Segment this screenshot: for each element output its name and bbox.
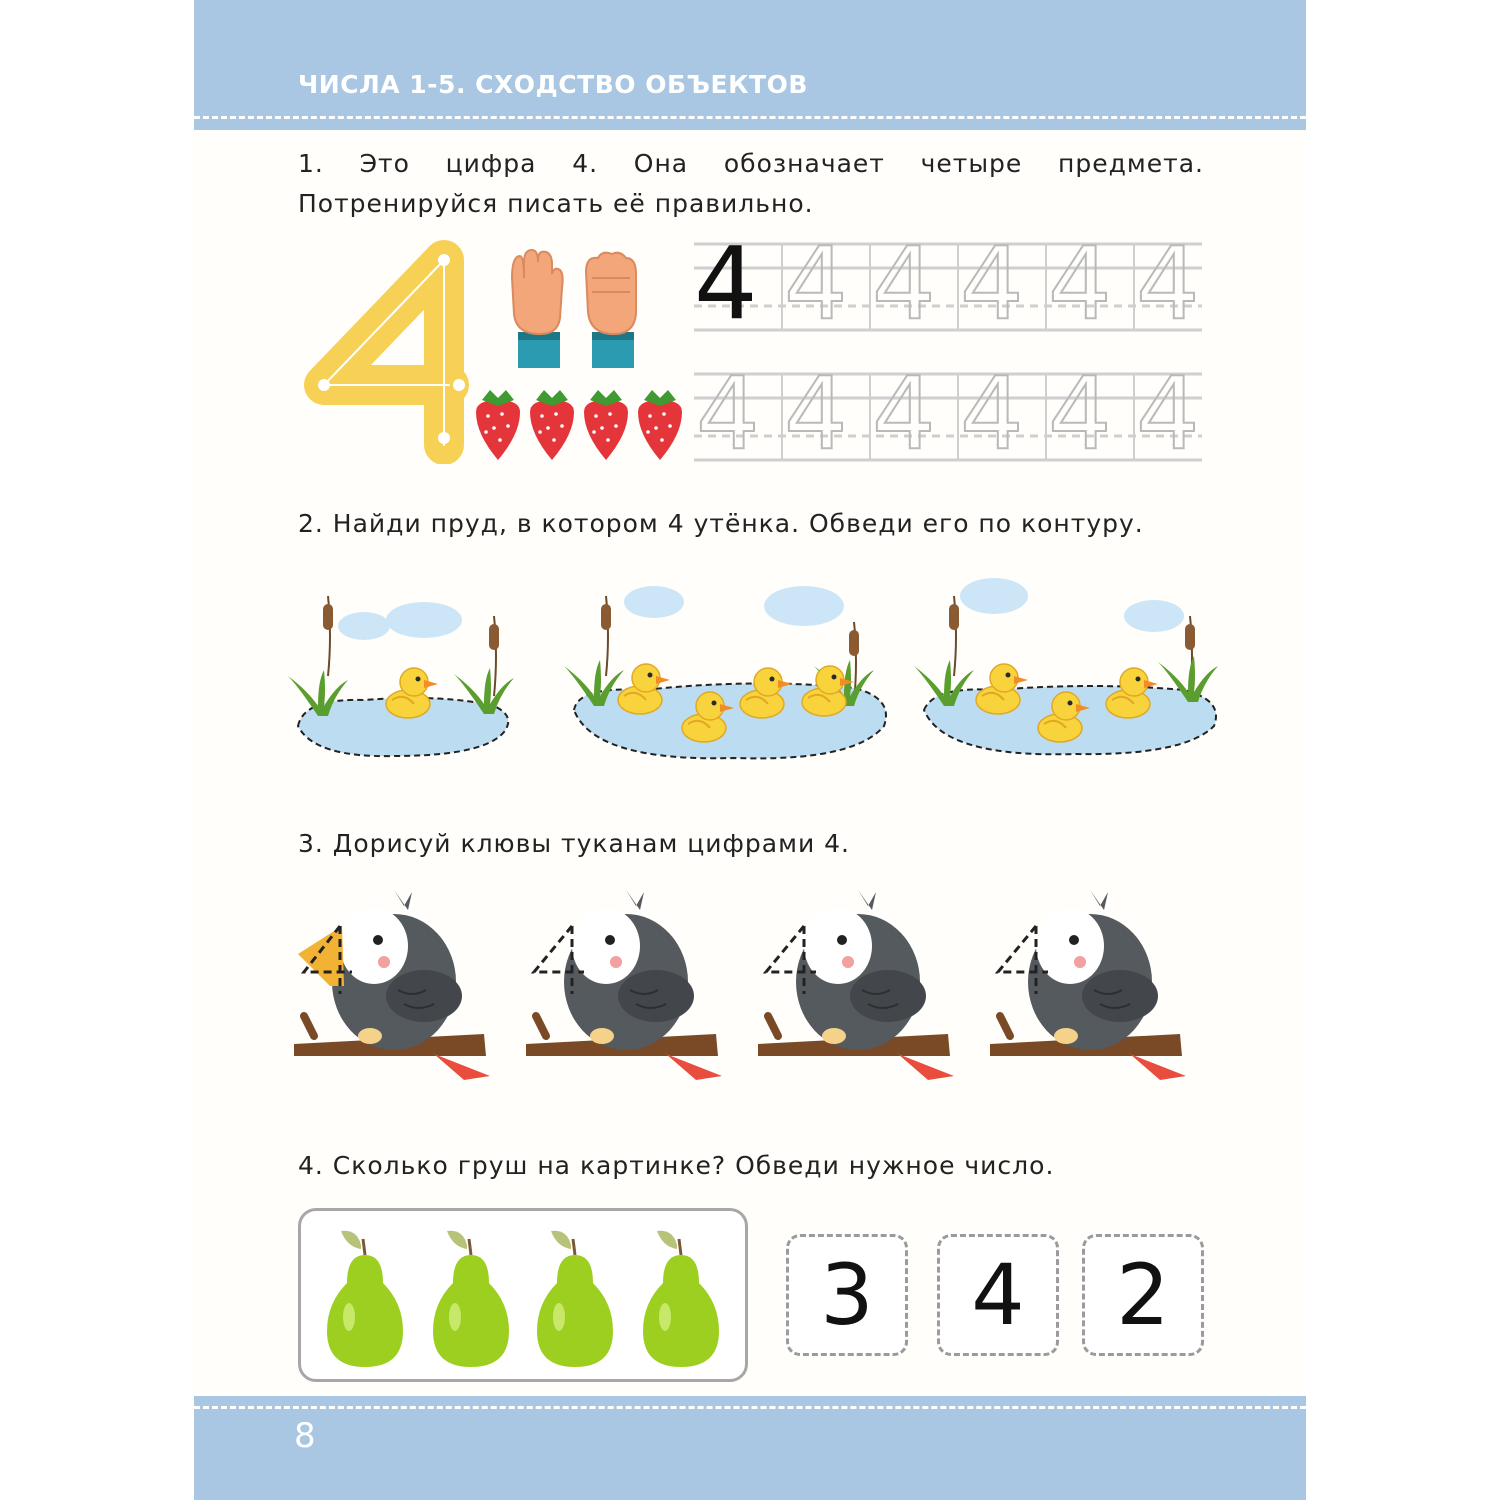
worksheet-page: [194, 0, 1306, 1500]
pond-2: [564, 586, 886, 758]
answer-option-4[interactable]: 4: [937, 1234, 1059, 1356]
task-3-text: 3. Дорисуй клювы туканам цифрами 4.: [298, 829, 851, 858]
strawberries-icon: [472, 388, 692, 464]
footer-dashed-line: [194, 1406, 1306, 1409]
tracing-digit: 4: [1136, 355, 1200, 472]
pears-frame: [298, 1208, 748, 1382]
task-2-text: 2. Найди пруд, в котором 4 утёнка. Обведи его по контуру.: [298, 509, 1144, 538]
ponds-illustration: [194, 566, 1306, 766]
tracing-digit: 4: [1048, 225, 1112, 342]
toucan-4: [990, 890, 1186, 1080]
tracing-digit: 4: [696, 355, 760, 472]
hands-counting-icon: [502, 248, 642, 372]
tracing-digit: 4: [784, 225, 848, 342]
toucan-2: [526, 890, 722, 1080]
task-1-text: 1. Это цифра 4. Она обозначает четыре предмета. Потренируйся писать её правильно.: [298, 149, 1204, 218]
page-title: ЧИСЛА 1-5. СХОДСТВО ОБЪЕКТОВ: [298, 70, 808, 99]
page-number: 8: [294, 1416, 316, 1456]
tracing-digit: 4: [960, 225, 1024, 342]
tracing-digit: 4: [1048, 355, 1112, 472]
tracing-digit: 4: [1136, 225, 1200, 342]
toucan-3: [758, 890, 954, 1080]
tracing-digits: [694, 225, 1206, 472]
header-dashed-line: [194, 116, 1306, 119]
tracing-digit: 4: [872, 355, 936, 472]
tracing-digit: 4: [784, 355, 848, 472]
footer-band: [194, 1396, 1306, 1500]
toucans-illustration: [294, 886, 1204, 1086]
pond-3: [914, 578, 1218, 754]
task-4-text: 4. Сколько груш на картинке? Обведи нужное число.: [298, 1151, 1055, 1180]
tracing-digit: 4: [960, 355, 1024, 472]
answer-option-3[interactable]: 3: [786, 1234, 908, 1356]
tracing-digit: 4: [872, 225, 936, 342]
tracing-sample-digit: 4: [694, 225, 758, 342]
answer-option-2[interactable]: 2: [1082, 1234, 1204, 1356]
toucan-1: [294, 890, 490, 1080]
pears-icon: [301, 1211, 745, 1379]
big-digit-four-icon: [294, 240, 484, 464]
header-band: [194, 0, 1306, 130]
pond-1: [288, 596, 514, 756]
